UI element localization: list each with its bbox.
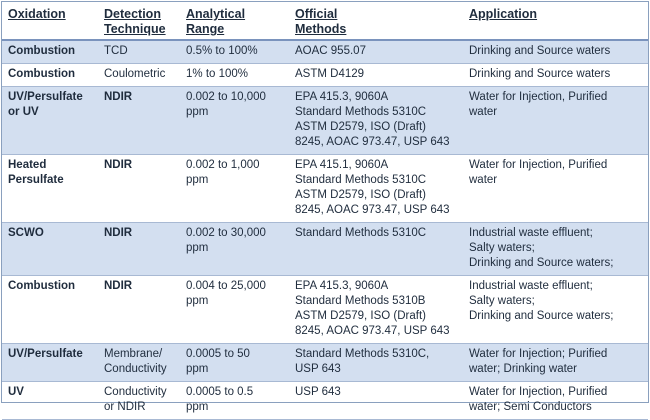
- cell-application-line: Drinking and Source waters;: [469, 257, 614, 269]
- cell-range-line: 0.0005 to 0.5: [186, 386, 254, 398]
- header-analytical-label: Analytical: [186, 7, 246, 21]
- table-row: [2, 155, 648, 223]
- cell-application-line: water: [469, 106, 498, 118]
- cell-oxidation-line: Combustion: [8, 45, 76, 57]
- cell-application: [463, 155, 648, 223]
- header-technique-label: Technique: [104, 22, 166, 36]
- cell-technique-line: NDIR: [104, 159, 133, 171]
- table-row: [2, 344, 648, 382]
- header-analytical-range: [180, 2, 289, 40]
- cell-application-line: Salty waters;: [469, 242, 535, 254]
- cell-technique-line: TCD: [104, 45, 128, 57]
- cell-range: [180, 276, 289, 344]
- cell-application-line: water: [469, 174, 498, 186]
- cell-application: [463, 87, 648, 155]
- table-row: [2, 87, 648, 155]
- cell-technique-line: NDIR: [104, 280, 133, 292]
- cell-range-line: 0.002 to 30,000: [186, 227, 266, 239]
- cell-oxidation-line: UV/Persulfate: [8, 91, 83, 103]
- cell-methods-line: Standard Methods 5310B: [295, 295, 426, 307]
- cell-oxidation: [2, 223, 98, 276]
- cell-technique: [98, 344, 180, 382]
- cell-application-line: Water for Injection; Purified: [469, 348, 608, 360]
- toc-methods-table-frame: [1, 1, 649, 413]
- cell-technique-line: Conductivity: [104, 363, 167, 375]
- cell-oxidation: [2, 344, 98, 382]
- cell-application-line: Water for Injection, Purified: [469, 91, 608, 103]
- cell-methods-line: ASTM D2579, ISO (Draft): [295, 121, 427, 133]
- cell-range: [180, 155, 289, 223]
- cell-technique-line: Coulometric: [104, 68, 166, 80]
- cell-application-line: Industrial waste effluent;: [469, 227, 593, 239]
- cell-application: [463, 382, 648, 420]
- cell-methods: [289, 40, 463, 64]
- cell-methods-line: EPA 415.1, 9060A: [295, 159, 389, 171]
- cell-application-line: Drinking and Source waters;: [469, 310, 614, 322]
- cell-methods: [289, 276, 463, 344]
- cell-methods: [289, 87, 463, 155]
- cell-range: [180, 64, 289, 87]
- cell-range-line: ppm: [186, 295, 209, 307]
- cell-technique-line: NDIR: [104, 227, 133, 239]
- cell-application-line: Salty waters;: [469, 295, 535, 307]
- cell-methods-line: EPA 415.3, 9060A: [295, 280, 389, 292]
- cell-application-line: Water for Injection, Purified: [469, 159, 608, 171]
- cell-application-line: water; Drinking water: [469, 363, 578, 375]
- table-body: [2, 40, 648, 420]
- cell-oxidation: [2, 155, 98, 223]
- cell-oxidation-line: Combustion: [8, 68, 76, 80]
- cell-range-line: ppm: [186, 174, 209, 186]
- header-range-label: Range: [186, 22, 225, 36]
- cell-methods-line: USP 643: [295, 386, 341, 398]
- cell-application: [463, 223, 648, 276]
- header-oxidation-label: Oxidation: [8, 7, 66, 21]
- cell-oxidation: [2, 382, 98, 420]
- cell-oxidation-line: or UV: [8, 106, 39, 118]
- cell-methods-line: 8245, AOAC 973.47, USP 643: [295, 204, 450, 216]
- table-row: [2, 223, 648, 276]
- cell-technique: [98, 64, 180, 87]
- cell-technique-line: Membrane/: [104, 348, 163, 360]
- cell-oxidation: [2, 40, 98, 64]
- cell-methods: [289, 344, 463, 382]
- cell-oxidation-line: Combustion: [8, 280, 76, 292]
- cell-range: [180, 344, 289, 382]
- cell-methods-line: ASTM D2579, ISO (Draft): [295, 189, 427, 201]
- header-oxidation: [2, 2, 98, 40]
- cell-technique: [98, 40, 180, 64]
- cell-oxidation: [2, 276, 98, 344]
- cell-methods-line: 8245, AOAC 973.47, USP 643: [295, 325, 450, 337]
- cell-range: [180, 87, 289, 155]
- cell-range: [180, 223, 289, 276]
- cell-technique: [98, 223, 180, 276]
- cell-range-line: 0.002 to 1,000: [186, 159, 260, 171]
- cell-range: [180, 40, 289, 64]
- cell-oxidation: [2, 87, 98, 155]
- cell-oxidation-line: UV/Persulfate: [8, 348, 83, 360]
- cell-technique-line: Conductivity: [104, 386, 167, 398]
- header-methods-label: Methods: [295, 22, 347, 36]
- toc-methods-table: [2, 2, 648, 420]
- cell-methods-line: USP 643: [295, 363, 341, 375]
- cell-methods-line: 8245, AOAC 973.47, USP 643: [295, 136, 450, 148]
- header-row: [2, 2, 648, 40]
- cell-application-line: Drinking and Source waters: [469, 68, 611, 80]
- cell-technique-line: or NDIR: [104, 401, 146, 413]
- cell-methods: [289, 64, 463, 87]
- cell-methods-line: Standard Methods 5310C,: [295, 348, 430, 360]
- cell-application: [463, 276, 648, 344]
- cell-application: [463, 40, 648, 64]
- table-row: [2, 276, 648, 344]
- cell-oxidation-line: UV: [8, 386, 24, 398]
- cell-oxidation: [2, 64, 98, 87]
- cell-methods: [289, 223, 463, 276]
- cell-range-line: ppm: [186, 401, 209, 413]
- cell-range-line: ppm: [186, 106, 209, 118]
- header-detection-label: Detection: [104, 7, 161, 21]
- cell-oxidation-line: Heated: [8, 159, 47, 171]
- cell-range-line: 0.0005 to 50: [186, 348, 250, 360]
- header-official-label: Official: [295, 7, 338, 21]
- header-application: [463, 2, 648, 40]
- cell-methods-line: Standard Methods 5310C: [295, 106, 427, 118]
- cell-technique: [98, 87, 180, 155]
- cell-range-line: 0.5% to 100%: [186, 45, 258, 57]
- cell-oxidation-line: SCWO: [8, 227, 44, 239]
- cell-range-line: ppm: [186, 363, 209, 375]
- cell-range-line: ppm: [186, 242, 209, 254]
- cell-range-line: 0.004 to 25,000: [186, 280, 266, 292]
- cell-application: [463, 344, 648, 382]
- cell-application-line: water; Semi Conductors: [469, 401, 592, 413]
- header-detection-technique: [98, 2, 180, 40]
- table-row: [2, 382, 648, 420]
- cell-range-line: 0.002 to 10,000: [186, 91, 266, 103]
- table-row: [2, 64, 648, 87]
- cell-methods-line: EPA 415.3, 9060A: [295, 91, 389, 103]
- cell-range: [180, 382, 289, 420]
- cell-methods-line: ASTM D4129: [295, 68, 365, 80]
- cell-technique: [98, 155, 180, 223]
- cell-methods-line: AOAC 955.07: [295, 45, 366, 57]
- cell-methods: [289, 155, 463, 223]
- cell-technique: [98, 276, 180, 344]
- cell-technique-line: NDIR: [104, 91, 133, 103]
- cell-application: [463, 64, 648, 87]
- cell-oxidation-line: Persulfate: [8, 174, 64, 186]
- cell-technique: [98, 382, 180, 420]
- cell-application-line: Drinking and Source waters: [469, 45, 611, 57]
- header-official-methods: [289, 2, 463, 40]
- cell-application-line: Water for Injection, Purified: [469, 386, 608, 398]
- cell-methods-line: ASTM D2579, ISO (Draft): [295, 310, 427, 322]
- cell-methods-line: Standard Methods 5310C: [295, 227, 427, 239]
- table-row: [2, 40, 648, 64]
- cell-range-line: 1% to 100%: [186, 68, 249, 80]
- cell-application-line: Industrial waste effluent;: [469, 280, 593, 292]
- cell-methods-line: Standard Methods 5310C: [295, 174, 427, 186]
- cell-methods: [289, 382, 463, 420]
- header-application-label: Application: [469, 7, 538, 21]
